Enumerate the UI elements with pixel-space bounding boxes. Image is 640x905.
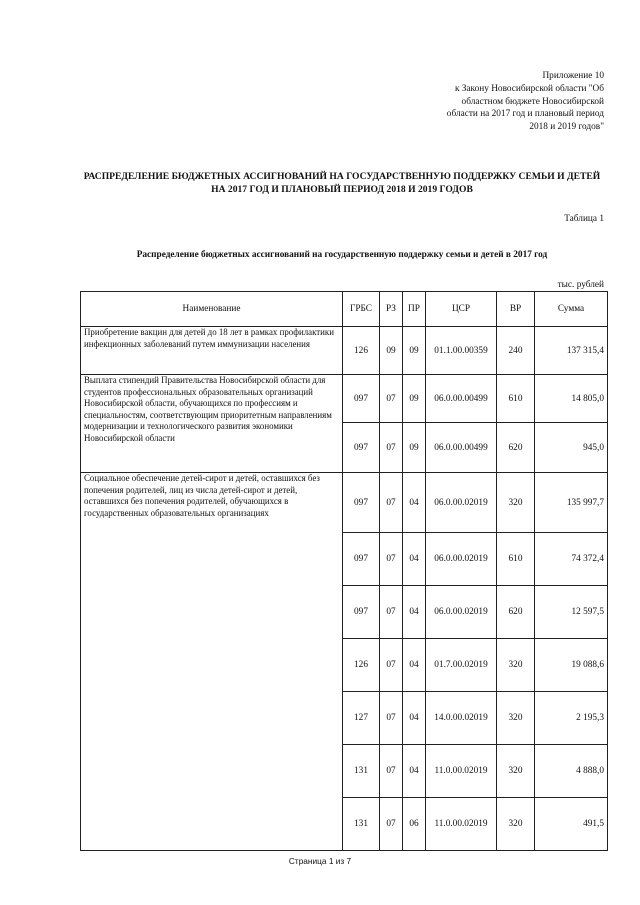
cell-grbs: 126 bbox=[343, 327, 380, 375]
cell-vr: 320 bbox=[497, 473, 535, 533]
cell-rz: 07 bbox=[380, 745, 403, 798]
cell-sum: 14 805,0 bbox=[535, 375, 608, 423]
cell-csr: 06.0.00.00499 bbox=[426, 375, 497, 423]
appendix-line: 2018 и 2019 годов" bbox=[529, 122, 604, 133]
cell-vr: 240 bbox=[497, 327, 535, 375]
table-row bbox=[81, 375, 608, 423]
table-header-row bbox=[81, 292, 608, 327]
table-label: Таблица 1 bbox=[564, 214, 604, 224]
header-csr: ЦСР bbox=[426, 292, 497, 327]
appendix-note bbox=[400, 70, 604, 134]
cell-vr: 620 bbox=[497, 586, 535, 639]
cell-pr: 04 bbox=[403, 745, 426, 798]
cell-grbs: 131 bbox=[343, 798, 380, 851]
cell-csr: 01.7.00.02019 bbox=[426, 639, 497, 692]
cell-name: Социальное обеспечение детей-сирот и детей, оставшихся без попечения родителей, лиц из числа детей-сирот и детей, оставшихся без попечения родителей, обучающихся в государственных образовательных организациях bbox=[81, 473, 343, 851]
cell-csr: 06.0.00.02019 bbox=[426, 473, 497, 533]
table-row bbox=[81, 473, 608, 533]
cell-rz: 07 bbox=[380, 533, 403, 586]
header-rz: РЗ bbox=[380, 292, 403, 327]
appendix-line: Приложение 10 bbox=[542, 71, 604, 81]
cell-grbs: 126 bbox=[343, 639, 380, 692]
cell-vr: 610 bbox=[497, 375, 535, 423]
table-row bbox=[81, 327, 608, 375]
cell-csr: 06.0.00.00499 bbox=[426, 423, 497, 473]
cell-vr: 610 bbox=[497, 533, 535, 586]
cell-rz: 07 bbox=[380, 798, 403, 851]
cell-sum: 491,5 bbox=[535, 798, 608, 851]
cell-rz: 07 bbox=[380, 375, 403, 423]
cell-grbs: 097 bbox=[343, 423, 380, 473]
cell-pr: 09 bbox=[403, 327, 426, 375]
budget-table bbox=[80, 291, 608, 851]
cell-rz: 09 bbox=[380, 327, 403, 375]
cell-csr: 11.0.00.02019 bbox=[426, 798, 497, 851]
cell-sum: 4 888,0 bbox=[535, 745, 608, 798]
cell-pr: 04 bbox=[403, 473, 426, 533]
cell-rz: 07 bbox=[380, 423, 403, 473]
cell-pr: 04 bbox=[403, 692, 426, 745]
page-footer: Страница 1 из 7 bbox=[288, 856, 352, 866]
units-label: тыс. рублей bbox=[557, 280, 604, 290]
cell-pr: 04 bbox=[403, 533, 426, 586]
cell-pr: 04 bbox=[403, 639, 426, 692]
table-subtitle: Распределение бюджетных ассигнований на государственную поддержку семьи и детей в 2017 год bbox=[136, 250, 548, 260]
cell-vr: 320 bbox=[497, 692, 535, 745]
appendix-line: областном бюджете Новосибирской bbox=[461, 96, 604, 107]
cell-grbs: 131 bbox=[343, 745, 380, 798]
cell-rz: 07 bbox=[380, 473, 403, 533]
cell-sum: 12 597,5 bbox=[535, 586, 608, 639]
cell-vr: 320 bbox=[497, 745, 535, 798]
cell-rz: 07 bbox=[380, 692, 403, 745]
cell-pr: 06 bbox=[403, 798, 426, 851]
cell-sum: 19 088,6 bbox=[535, 639, 608, 692]
cell-grbs: 097 bbox=[343, 375, 380, 423]
cell-grbs: 097 bbox=[343, 473, 380, 533]
cell-vr: 320 bbox=[497, 639, 535, 692]
header-sum: Сумма bbox=[535, 292, 608, 327]
cell-pr: 09 bbox=[403, 375, 426, 423]
cell-sum: 2 195,3 bbox=[535, 692, 608, 745]
cell-csr: 14.0.00.02019 bbox=[426, 692, 497, 745]
cell-grbs: 127 bbox=[343, 692, 380, 745]
cell-sum: 137 315,4 bbox=[535, 327, 608, 375]
cell-pr: 04 bbox=[403, 586, 426, 639]
appendix-line: к Закону Новосибирской области "Об bbox=[454, 83, 604, 94]
cell-csr: 06.0.00.02019 bbox=[426, 586, 497, 639]
header-vr: ВР bbox=[497, 292, 535, 327]
cell-csr: 06.0.00.02019 bbox=[426, 533, 497, 586]
cell-rz: 07 bbox=[380, 586, 403, 639]
header-name: Наименование bbox=[81, 292, 343, 327]
cell-sum: 135 997,7 bbox=[535, 473, 608, 533]
document-title: РАСПРЕДЕЛЕНИЕ БЮДЖЕТНЫХ АССИГНОВАНИЙ НА ГОСУДАРСТВЕННУЮ ПОДДЕРЖКУ СЕМЬИ И ДЕТЕЙ НА 2017 ГОД И ПЛАНОВЫЙ ПЕРИОД 2018 И 2019 ГОДОВ bbox=[83, 171, 601, 195]
header-grbs: ГРБС bbox=[343, 292, 380, 327]
cell-name: Приобретение вакцин для детей до 18 лет в рамках профилактики инфекционных заболеваний путем иммунизации населения bbox=[81, 327, 343, 375]
cell-pr: 09 bbox=[403, 423, 426, 473]
cell-csr: 11.0.00.02019 bbox=[426, 745, 497, 798]
cell-sum: 945,0 bbox=[535, 423, 608, 473]
cell-vr: 320 bbox=[497, 798, 535, 851]
cell-grbs: 097 bbox=[343, 533, 380, 586]
appendix-line: области на 2017 год и плановый период bbox=[446, 109, 604, 120]
cell-rz: 07 bbox=[380, 639, 403, 692]
cell-csr: 01.1.00.00359 bbox=[426, 327, 497, 375]
table-body bbox=[81, 327, 608, 851]
cell-vr: 620 bbox=[497, 423, 535, 473]
header-pr: ПР bbox=[403, 292, 426, 327]
cell-sum: 74 372,4 bbox=[535, 533, 608, 586]
cell-name: Выплата стипендий Правительства Новосибирской области для студентов профессиональных образовательных организаций Новосибирской области, обучающихся по профессиям и специальностям, соответствующим приоритетным направлениям модернизации и технологического развития экономики Новосибирской области bbox=[81, 375, 343, 473]
cell-grbs: 097 bbox=[343, 586, 380, 639]
